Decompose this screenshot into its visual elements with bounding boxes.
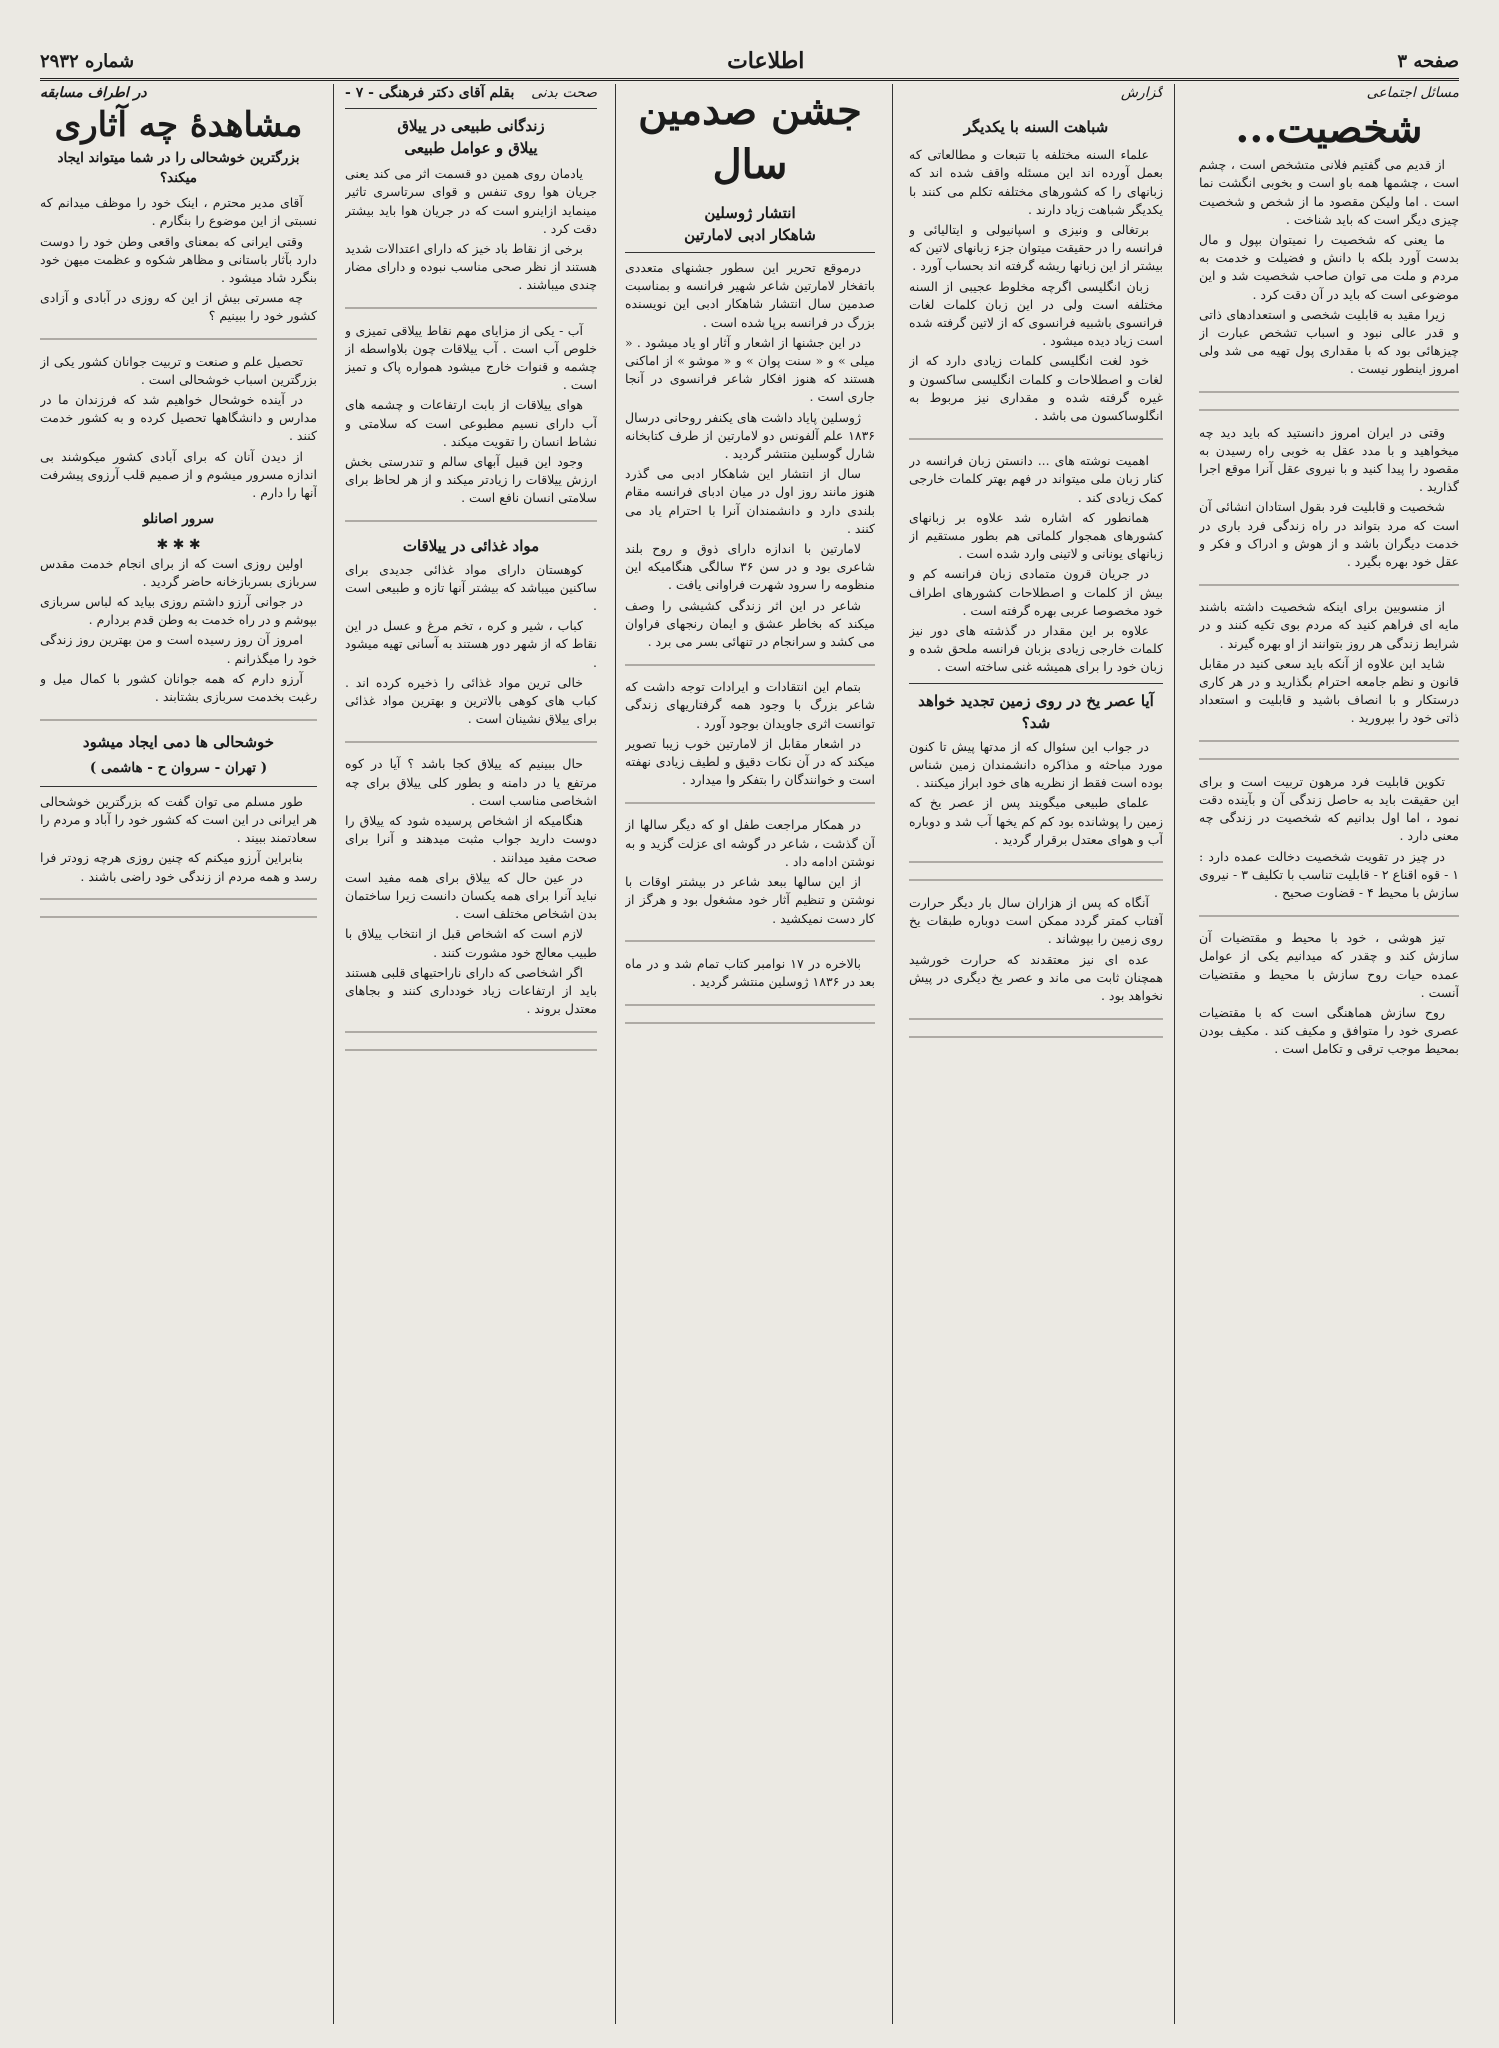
- paragraph: شاید این علاوه از آنکه باید سعی کنید در مقابل قانون و نظم جامعه احترام بگذارید و در هر کاری درستکار و با انصاف باشید و قابلیت و استعداد ذاتی خود را بپرورید .: [1199, 655, 1459, 726]
- paragraph: عده ای نیز معتقدند که حرارت خورشید همچنان ثابت می ماند و عصر یخ دیگری در پیش نخواهد بود .: [909, 951, 1163, 1003]
- text-line-filler: [1199, 406, 1459, 415]
- text-line-filler: [909, 858, 1163, 867]
- paragraph: بالاخره در ۱۷ نوامبر کتاب تمام شد و در ماه بعد در ۱۸۳۶ ژوسلین منتشر گردید .: [625, 955, 875, 989]
- paragraph: وقتی ایرانی که بمعنای واقعی وطن خود را دوست دارد بآثار باستانی و مظاهر شکوه و عظمت میهن خود بنگرد شاد میشود .: [40, 233, 317, 286]
- paragraph: در همکار مراجعت طفل او که دیگر سالها از آن گذشت ، شاعر در گوشه ای عزلت گزید و به نوشتن ادامه داد .: [625, 817, 875, 869]
- column-kicker: مسائل اجتماعی: [1366, 85, 1459, 101]
- issue-number: شماره ۲۹۳۲: [40, 50, 135, 72]
- column-kicker: صحت بدنی: [531, 85, 597, 101]
- masthead: [40, 44, 1459, 81]
- column-divider: [615, 84, 616, 2024]
- paragraph: زبان انگلیسی اگرچه مخلوط عجیبی از السنه مختلفه است ولی در این زبان کلمات لغات فرانسوی باشبیه فرانسوی که از لاتین گرفته شده است زیاد دیده میشود .: [909, 278, 1163, 349]
- paragraph: وجود این قبیل آبهای سالم و تندرستی بخش ارزش ییلاقات را زیادتر میکند و از هر لحاظ برای سلامتی انسان نافع است .: [345, 454, 597, 506]
- article-subtitle: بزرگترین خوشحالی را در شما میتواند ایجاد میکند؟: [57, 150, 300, 187]
- paragraph: آرزو دارم که همه جوانان کشور با کمال میل و رغبت بخدمت سربازی بشتابند .: [40, 670, 317, 705]
- paragraph: هنگامیکه از اشخاص پرسیده شود که ییلاق را دوست دارید جواب مثبت میدهند و آنرا برای صحت مفید میدانند .: [345, 813, 597, 865]
- text-line-filler: [1199, 388, 1459, 397]
- section-divider: [625, 252, 875, 253]
- column-country-life: [345, 84, 597, 2024]
- paragraph: تحصیل علم و صنعت و تربیت جوانان کشور یکی از بزرگترین اسباب خوشحالی است .: [40, 353, 317, 387]
- text-line-filler: [345, 737, 597, 746]
- section-divider: [40, 786, 317, 787]
- text-line-filler: [40, 913, 317, 922]
- paragraph: از قدیم می گفتیم فلانی متشخص است ، چشم است ، چشمها همه باو است و بخوبی انگشت نما است . اما ولیکن مقصود ما از شخص و شخصیت چیزی دیگر است که باید شناخت .: [1199, 157, 1459, 227]
- column-personality: [1199, 84, 1459, 2024]
- text-line-filler: [1199, 580, 1459, 589]
- section-heading-food: مواد غذائی در ییلاقات: [402, 536, 540, 555]
- column-divider: [892, 84, 893, 2024]
- text-line-filler: [625, 1018, 875, 1027]
- text-line-filler: [40, 895, 317, 904]
- section-divider: [345, 108, 597, 109]
- paragraph: خالی ترین مواد غذائی را ذخیره کرده اند . کباب های کوهی بالاترین و بهترین مواد غذائی برای ییلاق نشینان است .: [345, 674, 597, 727]
- paragraph: در آینده خوشحال خواهیم شد که فرزندان ما در مدارس و دانشگاهها تحصیل کرده و به کشور خدمت کنند .: [40, 392, 317, 444]
- paragraph: از دیدن آنان که برای آبادی کشور میکوشند بی اندازه مسرور میشوم و از صمیم قلب آرزوی پیشرفت آنها را دارم .: [40, 448, 317, 501]
- column-kicker: در اطراف مسابقه: [40, 85, 147, 101]
- article-title-ice-age: آیا عصر یخ در روی زمین تجدید خواهد شد؟: [918, 691, 1154, 732]
- article-title-country-life: زندگانی طبیعی در ییلاق: [397, 117, 545, 136]
- paragraph: بتمام این انتقادات و ایرادات توجه داشت که شاعر بزرگ با وجود همه گرفتاریهای زندگی توانست اثری جاویدان بوجود آورد .: [625, 679, 875, 731]
- paragraph: در عین حال که ییلاق برای همه مفید است نباید آنرا برای همه یکسان دانست زیرا ساختمان بدن اشخاص مختلف است .: [345, 869, 597, 922]
- paragraph: تکوین قابلیت فرد مرهون تربیت است و برای این حقیقت باید به حاصل زندگی آن و بآینده دقت نمود ، اما اول بدانیم که شخصیت در زندگی چه معنی دارد .: [1199, 773, 1459, 844]
- text-line-filler: [345, 1027, 597, 1036]
- paragraph: طور مسلم می توان گفت که بزرگترین خوشحالی هر ایرانی در این است که کشور خود را آباد و مردم را سعادتمند ببیند .: [40, 793, 317, 846]
- paragraph: سال از انتشار این شاهکار ادبی می گذرد هنوز مانند روز اول در میان ادبای فرانسه مقام بلندی دارد و دانشمندان آنرا با احترام یاد می کنند .: [625, 466, 875, 536]
- text-line-filler: [625, 937, 875, 946]
- newspaper-name: اطلاعات: [727, 48, 805, 74]
- paragraph: بنابراین آرزو میکنم که چنین روزی هرچه زودتر فرا رسد و همه مردم از زندگی خود راضی باشند .: [40, 850, 317, 884]
- paragraph: کباب ، شیر و کره ، تخم مرغ و عسل در این نقاط که از شهر دور هستند به آسانی تهیه میشود .: [345, 618, 597, 670]
- text-line-filler: [909, 1032, 1163, 1041]
- article-title-languages: شباهت السنه با یکدیگر: [963, 118, 1109, 137]
- highlight-line: خوشحالی ها دمی ایجاد میشود: [82, 733, 275, 752]
- paragraph: علمای طبیعی میگویند پس از عصر یخ که زمین را پوشانده بود کم کم یخها آب شد و دوباره آب و هوای معتدل برقرار گردید .: [909, 795, 1163, 847]
- text-line-filler: [625, 1000, 875, 1009]
- article-subtitle: ییلاق و عوامل طبیعی: [404, 139, 538, 158]
- paragraph: اهمیت نوشته های ... دانستن زبان فرانسه در کنار زبان ملی میتواند در فهم بهتر کلمات خارجی کمک زیادی کند .: [909, 453, 1163, 505]
- paragraph: در اشعار مقابل از لامارتین خوب زیبا تصویر میکند که در آن نکات دقیق و لطیف زیادی نهفته است و خوانندگان را بتفکر وا میدارد .: [625, 735, 875, 788]
- paragraph: برتغالی و ونیزی و اسپانیولی و ایتالیائی و فرانسه را در حقیقت میتوان جزء زبانهای لاتین که بیشتر از این زبانها ریشه گرفته اند بحساب آورد .: [909, 222, 1163, 274]
- column-languages: [909, 84, 1163, 2024]
- column-kicker: گزارش: [1120, 85, 1163, 101]
- paragraph: از منسوبین برای اینکه شخصیت داشته باشند مایه ای فراهم کنید که مردم بوی تکیه کنند و در شرایط زندگی هر روز بتوانند از او بهره گیرند .: [1199, 599, 1459, 651]
- paragraph: ما یعنی که شخصیت را نمیتوان بپول و مال بدست آورد بلکه با دانش و فضیلت و خدمت به مردم و ملت می توان صاحب شخصیت شد و این موضوعی است که باید در آن دقت کرد .: [1199, 232, 1459, 302]
- paragraph: یادمان روی همین دو قسمت اثر می کند یعنی جریان هوا روی تنفس و قوای سرتاسری تاثیر مینماید ازاینرو است که در جریان هوا باید بیشتر دقت کرد .: [345, 166, 597, 236]
- paragraph: در جواب این سئوال که از مدتها پیش تا کنون مورد مباحثه و مذاکره دانشمندان زمین شناس بوده است فقط از نظریه های خود ابراز میکنند .: [909, 738, 1163, 791]
- text-line-filler: [909, 876, 1163, 885]
- paragraph: لامارتین با اندازه دارای ذوق و روح بلند شاعری بود و در سن ۳۶ سالگی هنگامیکه این منظومه را سرود شهرت فراوانی یافت .: [625, 541, 875, 593]
- paragraph: آقای مدیر محترم ، اینک خود را موظف میدانم که نسبتی از این موضوع را بنگارم .: [40, 195, 317, 229]
- paragraph: کوهستان دارای مواد غذائی جدیدی برای ساکنین میباشد که بیشتر آنها تازه و طبیعی است .: [345, 561, 597, 614]
- paragraph: در چیز در تقویت شخصیت دخالت عمده دارد : ۱ - قوه اقناع ۲ - قابلیت تناسب با تکلیف ۳ - نیروی سازش با محیط ۴ - قضاوت صحیح .: [1199, 848, 1459, 900]
- paragraph: حال ببینیم که ییلاق کجا باشد ؟ آیا در کوه مرتفع یا در دامنه و بطور کلی ییلاق برای چه اشخاصی مناسب است .: [345, 756, 597, 808]
- paragraph: آب - یکی از مزایای مهم نقاط ییلاقی تمیزی و خلوص آب است . آب ییلاقات چون بلاواسطه از چشمه و قنوات خارج میشود همواره پاک و تمیز است .: [345, 322, 597, 393]
- column-contest: [40, 84, 317, 2024]
- page-number: صفحه ۳: [1397, 50, 1459, 72]
- paragraph: در جوانی آرزو داشتم روزی بیاید که لباس سربازی بپوشم و در راه خدمت به وطن قدم بردارم .: [40, 594, 317, 628]
- text-line-filler: [40, 715, 317, 724]
- paragraph: لازم است که اشخاص قبل از انتخاب ییلاق با طبیب معالج خود مشورت کنند .: [345, 926, 597, 960]
- article-title-centenary: جشن صدمین سال: [638, 87, 862, 188]
- paragraph: خود لغت انگلیسی کلمات زیادی دارد که از لغات و اصطلاحات و کلمات انگلیسی ساکسون و غیره گرفته شده و مقداری نیز مربوط به انگلوساکسون می باشد .: [909, 353, 1163, 424]
- text-line-filler: [345, 304, 597, 313]
- paragraph: هوای ییلاقات از بابت ارتفاعات و چشمه های آب دارای نسیم مطبوعی است که سلامتی و نشاط انسان را تقویت میکند .: [345, 397, 597, 449]
- text-line-filler: [909, 434, 1163, 443]
- byline: بقلم آقای دکتر فرهنگی - ۷ -: [345, 85, 515, 101]
- paragraph: همانطور که اشاره شد علاوه بر زبانهای کشورهای همجوار کلماتی هم بطور مستقیم از زبانهای یونانی و لاتینی وارد شده است .: [909, 509, 1163, 562]
- article-title-contest: مشاهدهٔ چه آثاری: [54, 105, 303, 146]
- text-line-filler: [1199, 755, 1459, 764]
- paragraph: اگر اشخاصی که دارای ناراحتیهای قلبی هستند باید از ارتفاعات زیاد خودداری کنند و بجاهای معتدل بروند .: [345, 964, 597, 1017]
- paragraph: تیز هوشی ، خود با محیط و مقتضیات آن سازش کند و چقدر که میدانیم یکی از عوامل عمده حیات روح سازش با محیط و مقتضیات آنست .: [1199, 930, 1459, 1000]
- paragraph: شاعر در این اثر زندگی کشیشی را وصف میکند که بخاطر عشق و ایمان رنجهای فراوان می کشد و سرانجام در تنهائی بسر می برد .: [625, 597, 875, 650]
- text-line-filler: [345, 1045, 597, 1054]
- column-divider: [333, 84, 334, 2024]
- paragraph: ژوسلین پایاد داشت های یکنفر روحانی درسال ۱۸۳۶ علم آلفونس دو لامارتین از طرف کتابخانه شارل گوسلین منتشر گردید .: [625, 409, 875, 462]
- column-header: [345, 84, 597, 102]
- paragraph: علماء السنه مختلفه با تتبعات و مطالعاتی که بعمل آورده اند این مسئله واقف شده اند که زبانهای را که کشورهای مختلفه تکلم می کنند با یکدیگر شباهت زیاد دارند .: [909, 147, 1163, 217]
- paragraph: علاوه بر این مقدار در گذشته های دور نیز کلمات خارجی زیادی بزبان فرانسه ملحق شده و زبان خود را برای همیشه غنی ساخته است .: [909, 623, 1163, 675]
- paragraph: از این سالها ببعد شاعر در بیشتر اوقات با نوشتن و تنظیم آثار خود مشغول بود و هرگز از کار دست نمیکشید .: [625, 874, 875, 926]
- paragraph: در این جشنها از اشعار و آثار او یاد میشود . « میلی » و « سنت پوان » و « موشو » از اماکنی هستند که هنوز افکار شاعر فرانسوی در آنجا جاری است .: [625, 334, 875, 405]
- column-divider: [1174, 84, 1175, 2024]
- paragraph: شخصیت و قابلیت فرد بقول استادان انشائی آن است که مرد بتواند در راه زندگی فرد باری در خدمت دیگران باشد و از هوش و ادراک و فکر و عقل خود بهره بگیرد .: [1199, 499, 1459, 570]
- text-line-filler: [625, 798, 875, 807]
- paragraph: اولین روزی است که از برای انجام خدمت مقدس سربازی بسربازخانه حاضر گردید .: [40, 555, 317, 589]
- text-line-filler: [625, 660, 875, 669]
- paragraph: زیرا مقید به قابلیت شخصی و استعدادهای ذاتی و قدر عالی نبود و اسباب تشخص عبارت از چیزهائی بود که با مقداری پول تهیه می شد ولی امروز اینطور نیست .: [1199, 306, 1459, 377]
- article-subtitle-2: شاهکار ادبی لامارتین: [684, 226, 816, 244]
- paragraph: روح سازش هماهنگی است که با مقتضیات عصری خود را متوافق و مکیف کند . مکیف بودن بمحیط موجب ترقی و تکامل است .: [1199, 1004, 1459, 1057]
- article-subtitle: انتشار ژوسلین: [704, 204, 796, 222]
- signature: ( تهران - سروان ح - هاشمی ): [89, 760, 268, 777]
- text-line-filler: [909, 1014, 1163, 1023]
- paragraph: در جریان قرون متمادی زبان فرانسه کم و بیش از کلمات و اصطلاحات کشورهای اطراف خود مخصوصا عربی بهره گرفته است .: [909, 566, 1163, 618]
- asterism-icon: ✱ ✱ ✱: [156, 537, 201, 554]
- article-title-personality: شخصیت...: [1235, 105, 1423, 153]
- paragraph: آنگاه که پس از هزاران سال بار دیگر حرارت آفتاب کمتر گردد ممکن است دوباره طبقات یخ روی زمین را بپوشاند .: [909, 894, 1163, 947]
- paragraph: درموقع تحریر این سطور جشنهای متعددی باتفخار لامارتین شاعر شهیر فرانسه و بمناسبت صدمین سال انتشار شاهکار ادبی این نویسنده بزرگ در فرانسه برپا شده است .: [625, 260, 875, 330]
- signature: سرور اصانلو: [142, 511, 215, 528]
- text-line-filler: [1199, 911, 1459, 920]
- text-line-filler: [40, 335, 317, 344]
- text-line-filler: [1199, 737, 1459, 746]
- paragraph: چه مسرتی بیش از این که روزی در آبادی و آزادی کشور خود را ببینیم ؟: [40, 290, 317, 324]
- paragraph: برخی از نقاط باد خیز که دارای اعتدالات شدید هستند از نظر صحی مناسب نبوده و دارای مضار چندی میباشند .: [345, 241, 597, 293]
- paragraph: وقتی در ایران امروز دانستید که باید دید چه میخواهید و با مدد عقل به خوبی راه رسیدن به مقصود را پیدا کنید و با نیروی عقل آنرا موقع اجرا گذارید .: [1199, 424, 1459, 495]
- section-divider: [909, 683, 1163, 684]
- text-line-filler: [345, 517, 597, 526]
- column-centenary: [625, 84, 875, 2024]
- paragraph: امروز آن روز رسیده است و من بهترین روز زندگی خود را میگذرانم .: [40, 632, 317, 666]
